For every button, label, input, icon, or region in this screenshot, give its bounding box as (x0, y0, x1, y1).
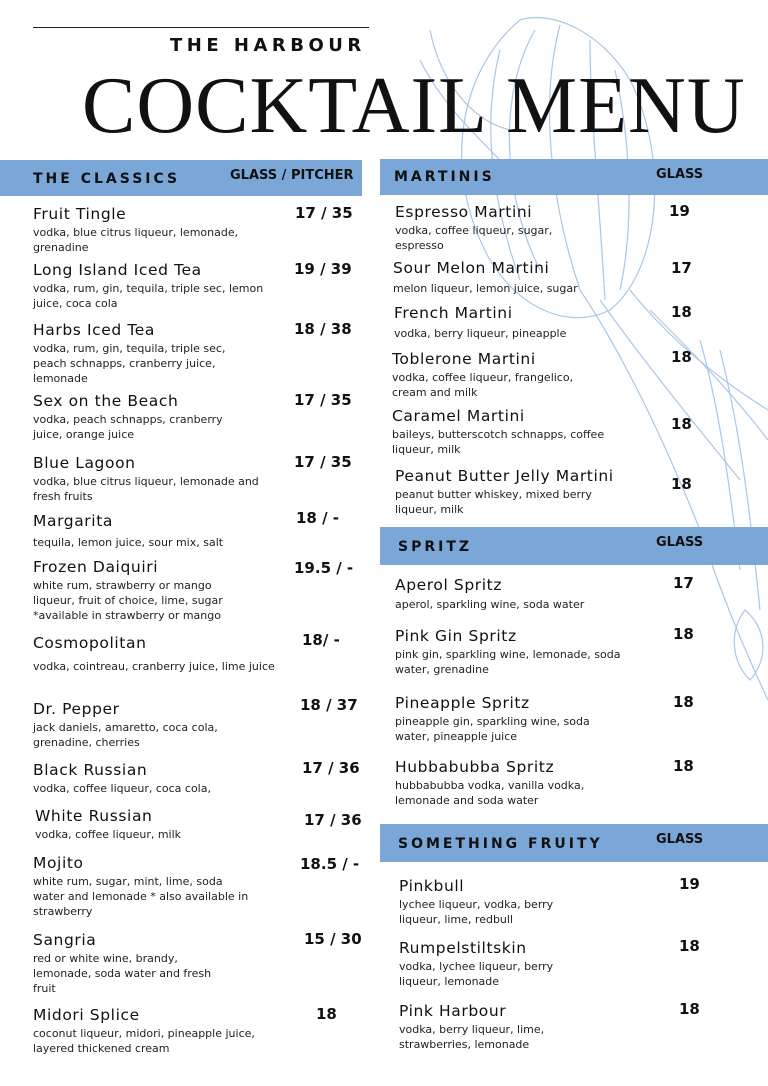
item-price: 17 (673, 574, 694, 592)
list-item (395, 758, 625, 808)
list-item (399, 877, 579, 927)
item-description: hubbabubba vodka, vanilla vodka, lemonade and soda water (395, 779, 585, 807)
martinis-price-column: GLASS (656, 167, 704, 182)
item-price: 18 (673, 757, 694, 775)
item-price: 18 (671, 415, 692, 433)
list-item (33, 1006, 273, 1056)
item-name: Rumpelstiltskin (399, 939, 527, 957)
item-description: pink gin, sparkling wine, lemonade, soda water, grenadine (395, 648, 621, 676)
item-description: white rum, sugar, mint, lime, soda water and lemonade * also available in strawberry (33, 875, 249, 918)
item-price: 18 (673, 625, 694, 643)
item-description: vodka, blue citrus liqueur, lemonade, grenadine (33, 226, 239, 254)
item-name: Pineapple Spritz (395, 694, 530, 712)
item-name: Pink Harbour (399, 1002, 507, 1020)
item-name: Harbs Iced Tea (33, 321, 156, 339)
item-name: Blue Lagoon (33, 454, 136, 472)
list-item (399, 1002, 579, 1052)
item-description: red or white wine, brandy, lemonade, soda water and fresh fruit (33, 952, 212, 995)
item-name: Hubbabubba Spritz (395, 758, 555, 776)
classics-header (0, 160, 362, 196)
top-rule (33, 27, 369, 28)
item-name: Fruit Tingle (33, 205, 127, 223)
list-item (392, 350, 607, 400)
item-price: 18/ - (302, 631, 340, 649)
item-name: Sour Melon Martini (393, 259, 550, 277)
item-price: 17 / 35 (295, 204, 353, 222)
item-description: vodka, peach schnapps, cranberry juice, orange juice (33, 413, 223, 441)
list-item (33, 700, 258, 750)
list-item (33, 512, 283, 550)
item-description: vodka, coffee liqueur, frangelico, cream and milk (392, 371, 574, 399)
list-item (33, 392, 233, 442)
spritz-price-column: GLASS (656, 535, 704, 550)
item-description: baileys, butterscotch schnapps, coffee liqueur, milk (392, 428, 605, 456)
item-price: 17 / 35 (294, 391, 352, 409)
item-name: Frozen Daiquiri (33, 558, 159, 576)
item-description: lychee liqueur, vodka, berry liqueur, lime, redbull (399, 898, 554, 926)
list-item (399, 939, 579, 989)
item-description: melon liqueur, lemon juice, sugar (393, 282, 578, 295)
list-item (395, 203, 595, 253)
item-price: 18 / - (296, 509, 340, 527)
martinis-header (380, 159, 768, 195)
list-item (395, 694, 595, 744)
item-name: French Martini (394, 304, 513, 322)
item-price: 17 / 35 (294, 453, 352, 471)
fruity-title: SOMETHING FRUITY (398, 836, 603, 852)
list-item (33, 205, 268, 255)
item-description: white rum, strawberry or mango liqueur, fruit of choice, lime, sugar *available in strawberry or mango (33, 579, 223, 622)
item-price: 18 (671, 348, 692, 366)
item-price: 17 / 36 (302, 759, 360, 777)
item-price: 18 (673, 693, 694, 711)
item-description: pineapple gin, sparkling wine, soda water, pineapple juice (395, 715, 590, 743)
fruity-price-column: GLASS (656, 832, 704, 847)
list-item (33, 454, 268, 504)
item-name: Long Island Iced Tea (33, 261, 202, 279)
item-price: 17 (671, 259, 692, 277)
item-price: 18 (316, 1005, 337, 1023)
item-description: vodka, rum, gin, tequila, triple sec, peach schnapps, cranberry juice, lemonade (33, 342, 226, 385)
martinis-title: MARTINIS (394, 169, 495, 185)
spritz-header (380, 527, 768, 565)
fruity-header (380, 824, 768, 862)
item-description: vodka, berry liqueur, lime, strawberries, lemonade (399, 1023, 545, 1051)
restaurant-name: THE HARBOUR (170, 35, 366, 56)
item-name: Espresso Martini (395, 203, 533, 221)
item-name: Dr. Pepper (33, 700, 120, 718)
item-price: 19.5 / - (294, 559, 354, 577)
classics-title: THE CLASSICS (33, 171, 181, 187)
item-description: vodka, cointreau, cranberry juice, lime juice (33, 660, 275, 673)
list-item (33, 761, 283, 796)
item-name: Toblerone Martini (392, 350, 536, 368)
list-item (35, 807, 275, 842)
classics-price-column: GLASS / PITCHER (230, 168, 354, 183)
item-price: 18 (671, 475, 692, 493)
item-price: 17 / 36 (304, 811, 362, 829)
item-description: vodka, blue citrus liqueur, lemonade and fresh fruits (33, 475, 259, 503)
item-name: White Russian (35, 807, 153, 825)
item-price: 19 / 39 (294, 260, 352, 278)
item-description: tequila, lemon juice, sour mix, salt (33, 536, 224, 549)
list-item (394, 304, 634, 341)
item-name: Cosmopolitan (33, 634, 147, 652)
item-description: vodka, coffee liqueur, milk (35, 828, 182, 841)
item-description: vodka, coffee liqueur, sugar, espresso (395, 224, 553, 252)
list-item (33, 634, 278, 674)
list-item (395, 627, 625, 677)
list-item (392, 407, 607, 457)
item-price: 19 (679, 875, 700, 893)
item-name: Caramel Martini (392, 407, 525, 425)
item-price: 18 (679, 937, 700, 955)
item-name: Aperol Spritz (395, 576, 503, 594)
item-name: Black Russian (33, 761, 148, 779)
item-price: 15 / 30 (304, 930, 362, 948)
item-name: Midori Splice (33, 1006, 140, 1024)
item-name: Margarita (33, 512, 113, 530)
menu-title: COCKTAIL MENU (82, 62, 746, 150)
list-item (393, 259, 633, 296)
item-name: Pink Gin Spritz (395, 627, 517, 645)
item-price: 18 / 37 (300, 696, 358, 714)
spritz-title: SPRITZ (398, 539, 473, 555)
item-name: Peanut Butter Jelly Martini (395, 467, 614, 485)
item-price: 18 / 38 (294, 320, 352, 338)
list-item (33, 931, 233, 996)
item-price: 18 (671, 303, 692, 321)
item-name: Sex on the Beach (33, 392, 179, 410)
list-item (395, 467, 625, 517)
item-name: Mojito (33, 854, 84, 872)
item-description: aperol, sparkling wine, soda water (395, 598, 585, 611)
item-price: 18.5 / - (300, 855, 360, 873)
item-price: 19 (669, 202, 690, 220)
item-description: vodka, berry liqueur, pineapple (394, 327, 567, 340)
list-item (33, 321, 243, 386)
item-description: peanut butter whiskey, mixed berry liqueur, milk (395, 488, 592, 516)
item-name: Sangria (33, 931, 97, 949)
list-item (33, 558, 253, 623)
item-description: vodka, coffee liqueur, coca cola, (33, 782, 211, 795)
item-description: jack daniels, amaretto, coca cola, grenadine, cherries (33, 721, 218, 749)
item-name: Pinkbull (399, 877, 465, 895)
list-item (33, 261, 278, 311)
item-description: coconut liqueur, midori, pineapple juice, layered thickened cream (33, 1027, 255, 1055)
list-item (395, 576, 635, 612)
item-price: 18 (679, 1000, 700, 1018)
list-item (33, 854, 253, 919)
item-description: vodka, lychee liqueur, berry liqueur, lemonade (399, 960, 554, 988)
item-description: vodka, rum, gin, tequila, triple sec, lemon juice, coca cola (33, 282, 264, 310)
